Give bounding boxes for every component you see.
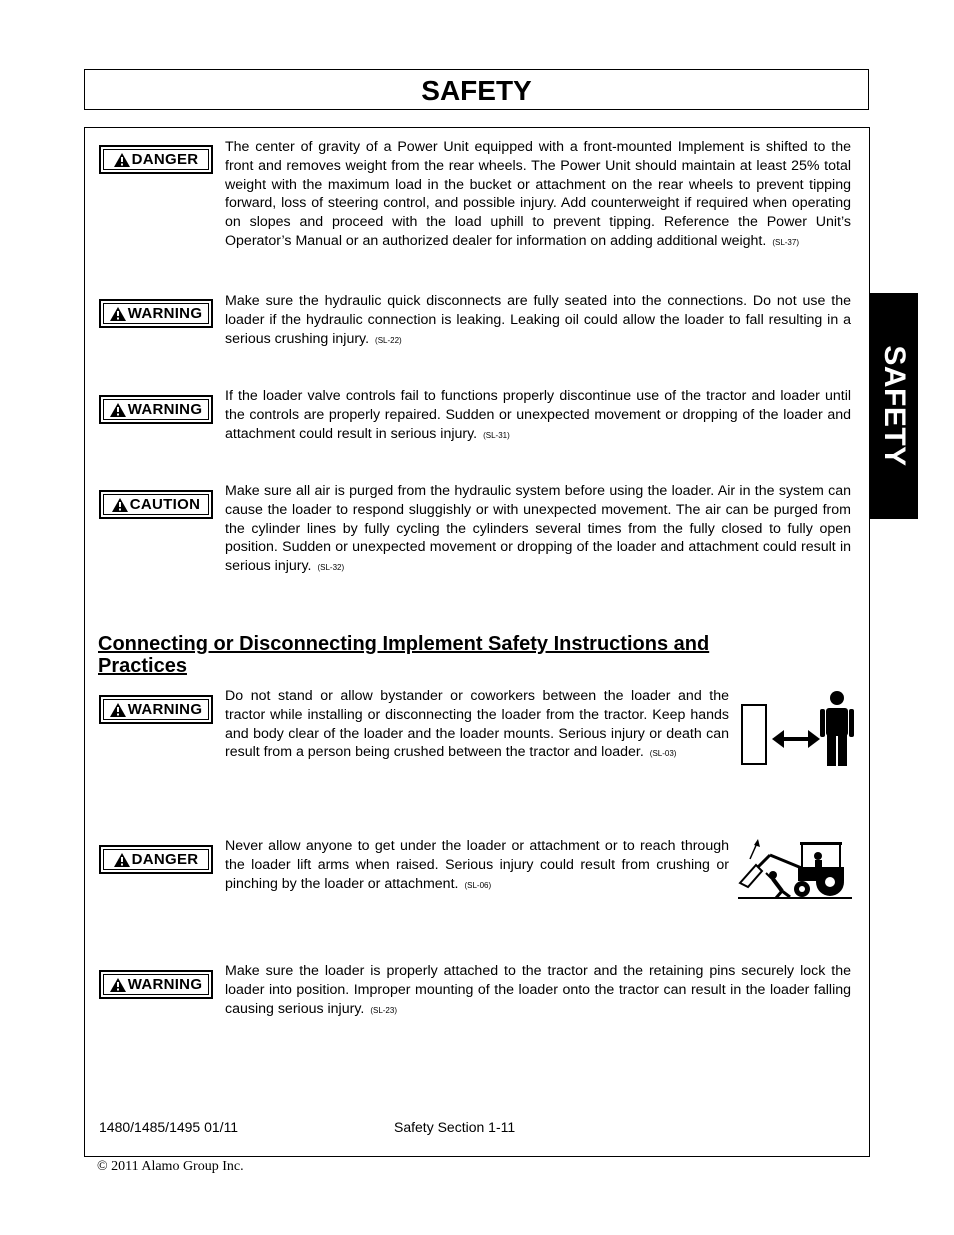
alert-triangle-icon	[110, 307, 126, 321]
safety-code: (SL-22)	[375, 335, 402, 345]
badge-label: DANGER	[131, 151, 199, 168]
safety-paragraph: Do not stand or allow bystander or coworkers between the loader and the tractor while installing or disconnecting the loader from the tractor. Keep hands and body clear of the loader and the loader mounts. Serious injury or death can result from a person being crushed between the tractor and loader. (SL-03)	[225, 688, 729, 761]
loader-hazard-figure	[736, 837, 854, 901]
footer-section: Safety Section 1-11	[394, 1119, 516, 1135]
badge-label: DANGER	[131, 851, 199, 868]
safety-code: (SL-03)	[649, 749, 677, 759]
danger-badge	[99, 845, 213, 874]
badge-label: WARNING	[127, 976, 203, 993]
badge-label: WARNING	[127, 401, 203, 418]
danger-badge	[99, 145, 213, 174]
safety-paragraph: If the loader valve controls fail to functions properly discontinue use of the tractor and loader until the controls are properly repaired. Sudden or unexpected movement or dropping of the loader and attachment could result in serious injury. (SL-31)	[225, 388, 851, 442]
page-header: SAFETY	[84, 69, 869, 110]
badge-label: WARNING	[127, 701, 203, 718]
alert-triangle-icon	[110, 403, 126, 417]
alert-triangle-icon	[110, 978, 126, 992]
alert-triangle-icon	[114, 153, 130, 167]
caution-badge	[99, 490, 213, 519]
alert-triangle-icon	[110, 703, 126, 717]
alert-triangle-icon	[114, 853, 130, 867]
safety-code: (SL-32)	[317, 563, 345, 573]
side-tab-label: SAFETY	[877, 345, 911, 467]
section-title: Connecting or Disconnecting Implement Safety Instructions and Practices	[98, 633, 710, 677]
safety-code: (SL-06)	[464, 880, 492, 890]
alert-triangle-icon	[112, 498, 128, 512]
crush-hazard-figure	[740, 690, 854, 770]
safety-paragraph: The center of gravity of a Power Unit equipped with a front-mounted Implement is shifted to the front and removes weight from the rear wheels. The Power Unit should maintain at least 25% total weight with the maximum load in the bucket or attachment on the rear wheels to prevent tipping forward, loss of steering control, and possible injury. Add counterweight if required when operating on slopes and proceed with the load uphill to prevent tipping. Reference the Power Unit’s Operator’s Manual or an authorized dealer for information on adding additional weight. (SL-37)	[225, 139, 851, 249]
safety-paragraph: Make sure all air is purged from the hydraulic system before using the loader. Air in the system can cause the loader to respond sluggishly or with unexpected movement. The air can be purged from the cylinder lines by fully cycling the cylinders several times from the fully closed to fully open position. Sudden or unexpected movement or dropping of the loader and attachment could result in serious injury. (SL-32)	[225, 483, 851, 575]
footer-model: 1480/1485/1495 01/11	[99, 1119, 239, 1135]
safety-paragraph: Make sure the loader is properly attached to the tractor and the retaining pins securely lock the loader into position. Improper mounting of the loader onto the tractor can result in the loader falling causing serious injury. (SL-23)	[225, 963, 851, 1017]
safety-code: (SL-23)	[370, 1005, 397, 1015]
badge-label: WARNING	[127, 305, 203, 322]
safety-paragraph: Make sure the hydraulic quick disconnects are fully seated into the connections. Do not use the loader if the hydraulic connection is leaking. Leaking oil could allow the loader to fall resulting in a serious crushing injury. (SL-22)	[225, 293, 851, 347]
warning-badge	[99, 395, 213, 424]
safety-code: (SL-37)	[772, 237, 799, 247]
warning-badge	[99, 970, 213, 999]
safety-paragraph: Never allow anyone to get under the loader or attachment or to reach through the loader lift arms when raised. Serious injury could result from crushing or pinching by the loader or attachment. (SL-06)	[225, 838, 729, 892]
copyright: © 2011 Alamo Group Inc.	[97, 1159, 244, 1174]
warning-badge	[99, 695, 213, 724]
safety-code: (SL-31)	[483, 430, 510, 440]
badge-label: CAUTION	[129, 496, 201, 513]
safety-side-tab	[869, 293, 918, 519]
warning-badge	[99, 299, 213, 328]
